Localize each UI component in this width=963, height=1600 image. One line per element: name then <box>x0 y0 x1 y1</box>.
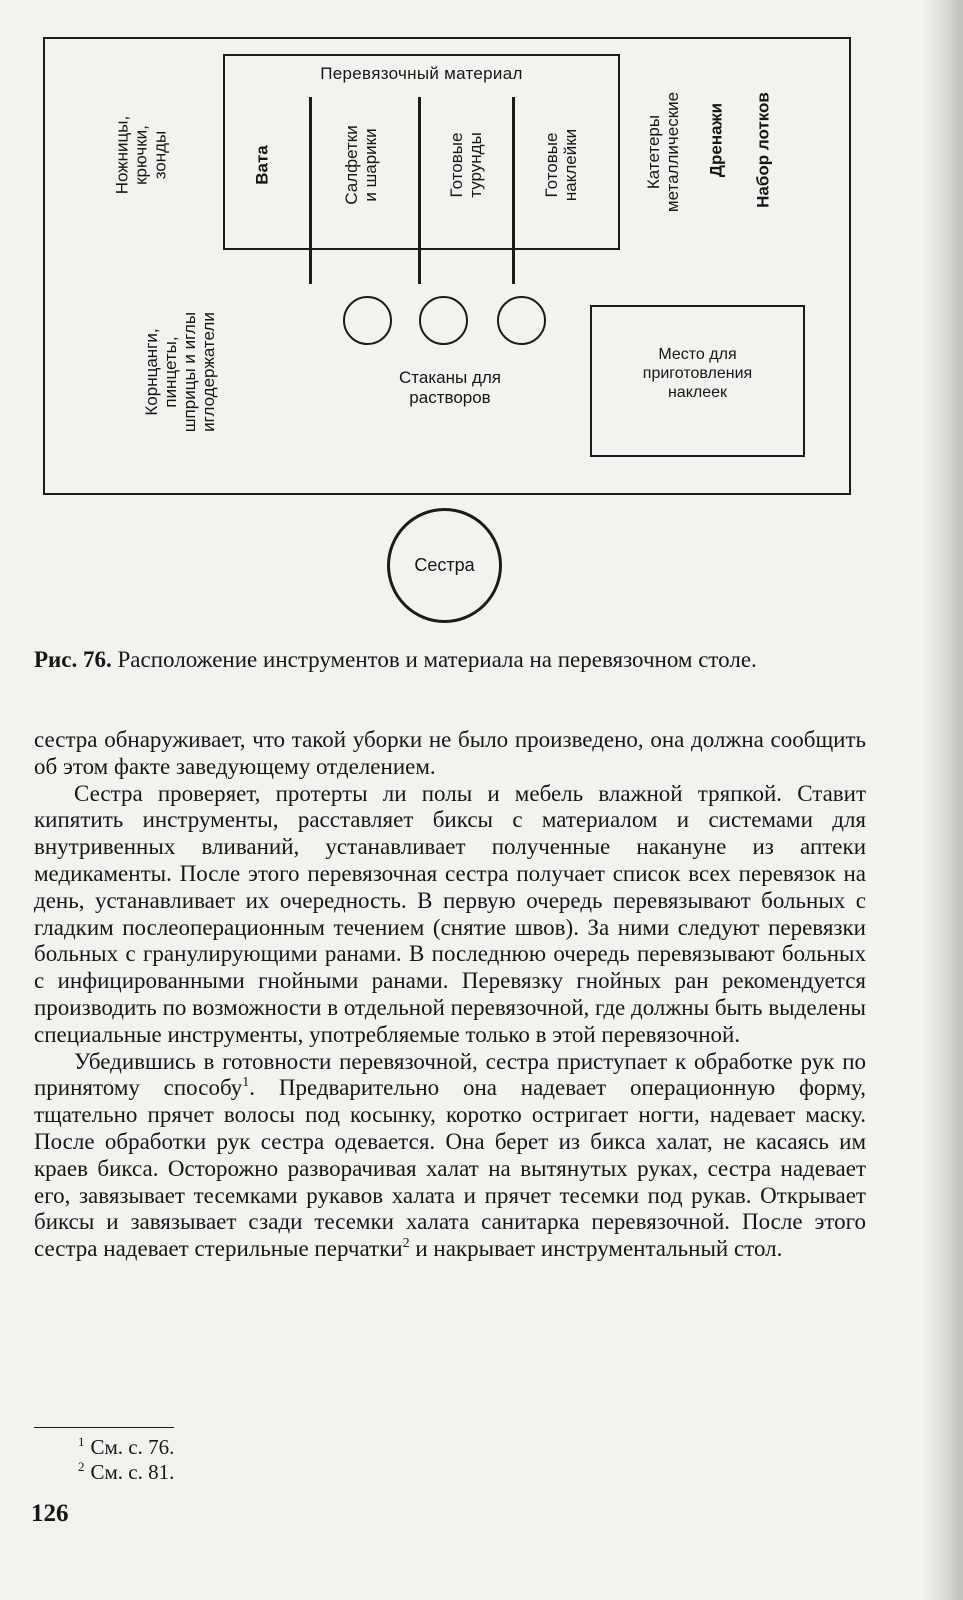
glass-circle <box>419 296 468 345</box>
figure-caption-text: Расположение инструментов и материала на перевязочном столе. <box>117 647 757 672</box>
label-cotton <box>253 145 272 185</box>
figure-caption <box>34 646 866 673</box>
label-line: металлические <box>663 91 682 213</box>
label-line: пинцеты, <box>161 336 180 408</box>
label-scissors-hooks-probes <box>113 116 170 194</box>
nurse-position-circle <box>387 508 502 623</box>
label-line: Ножницы, <box>112 115 132 195</box>
paragraph-text: . Предварительно она надевает операционную форму, тщательно прячет волосы под косынку, коротко остригает ногти, надевает маску. После обработки рук сестра одевается. Она берет из бикса халат, не касаясь им краев бикса. Осторожно разворачивая халат на вытянутых руках, сестра надевает его, завязывает тесемками рукавов халата и прячет тесемки под рукав. Открывает биксы и завязывает сзади тесемки халата санитарка перевязочной. После этого сестра надевает стерильные перчатки <box>34 1075 867 1262</box>
footnote-ref: 1 <box>242 1075 250 1091</box>
label-line: Готовые <box>542 132 561 198</box>
label-line: крючки, <box>131 125 151 185</box>
label-line: Место для <box>658 346 737 363</box>
figure-number: Рис. 76. <box>34 647 112 672</box>
paragraph: Сестра проверяет, протерты ли полы и мебель влажной тряпкой. Ставит кипятить инструменты, расставляет биксы с материалом и системами для внутривенных вливаний, устанавливает полученные накануне из аптеки медикаменты. После этого перевязочная сестра получает список всех перевязок на день, устанавливает их очередность. В первую очередь перевязывают больных с гладким послеоперационным течением (снятие швов). За ними следуют перевязки больных с гранулирующими ранами. В последнюю очередь перевязывают больных с инфицированными гнойными ранами. Перевязку гнойных ран рекомендуется производить по возможности в отдельной перевязочной, где должны быть выделены специальные инструменты, употребляемые только в этой перевязочной. <box>34 780 866 1047</box>
footnote-mark: 2 <box>78 1459 85 1474</box>
label-napkins-balls <box>342 125 380 204</box>
label-nurse: Сестра <box>414 555 475 575</box>
footnote-ref: 2 <box>402 1236 410 1252</box>
label-metal-catheters <box>644 92 682 212</box>
label-line: наклейки <box>561 128 580 202</box>
label-line: Вата <box>252 145 272 185</box>
label-drains <box>707 103 726 177</box>
label-line: Катетеры <box>644 114 663 190</box>
paragraph: сестра обнаруживает, что такой уборки не было произведено, она должна сообщить об этом факте заведующему отделением. <box>34 727 866 779</box>
glass-circle <box>343 296 392 345</box>
dressing-material-title: Перевязочный материал <box>320 64 523 83</box>
label-line: иглодержатели <box>199 312 218 432</box>
page-number: 126 <box>31 1500 69 1527</box>
label-line: шприцы и иглы <box>180 311 199 433</box>
footnote-separator <box>34 1427 174 1428</box>
paragraph-text: Убедившись в готовности перевязочной, сестра приступает к обработке рук по принятому способу <box>34 1048 866 1101</box>
divider <box>418 97 421 284</box>
label-sticker-prep <box>592 345 803 402</box>
label-line: растворов <box>409 388 491 407</box>
footnote-text: См. с. 81. <box>90 1460 175 1484</box>
divider <box>512 97 515 284</box>
label-line: Корнцанги, <box>142 328 161 416</box>
label-solution-glasses <box>360 368 540 408</box>
label-line: Набор лотков <box>753 92 773 208</box>
footnote-text: См. с. 76. <box>90 1435 175 1459</box>
label-line: Салфетки <box>342 125 361 205</box>
label-tray-set <box>754 92 773 208</box>
footnote <box>78 1435 174 1459</box>
label-line: зонды <box>150 130 170 180</box>
sticker-prep-area <box>590 305 805 457</box>
label-line: приготовления <box>642 365 753 382</box>
label-line: наклеек <box>667 384 728 401</box>
label-line: Стаканы для <box>399 368 501 387</box>
footnote <box>78 1460 174 1484</box>
glass-circle <box>497 296 546 345</box>
label-line: турунды <box>466 132 485 198</box>
label-forceps-syringes <box>142 312 218 432</box>
footnote-mark: 1 <box>78 1434 85 1449</box>
label-ready-turundas <box>447 132 485 198</box>
paragraph-text: и накрывает инструментальный стол. <box>409 1236 783 1262</box>
paragraph <box>34 1049 866 1263</box>
label-line: и шарики <box>361 128 380 202</box>
page-edge-shadow <box>921 0 963 1600</box>
label-ready-stickers <box>542 129 580 201</box>
divider <box>309 97 312 284</box>
label-line: Готовые <box>447 132 466 198</box>
label-line: Дренажи <box>706 102 726 178</box>
body-text <box>34 727 866 1263</box>
